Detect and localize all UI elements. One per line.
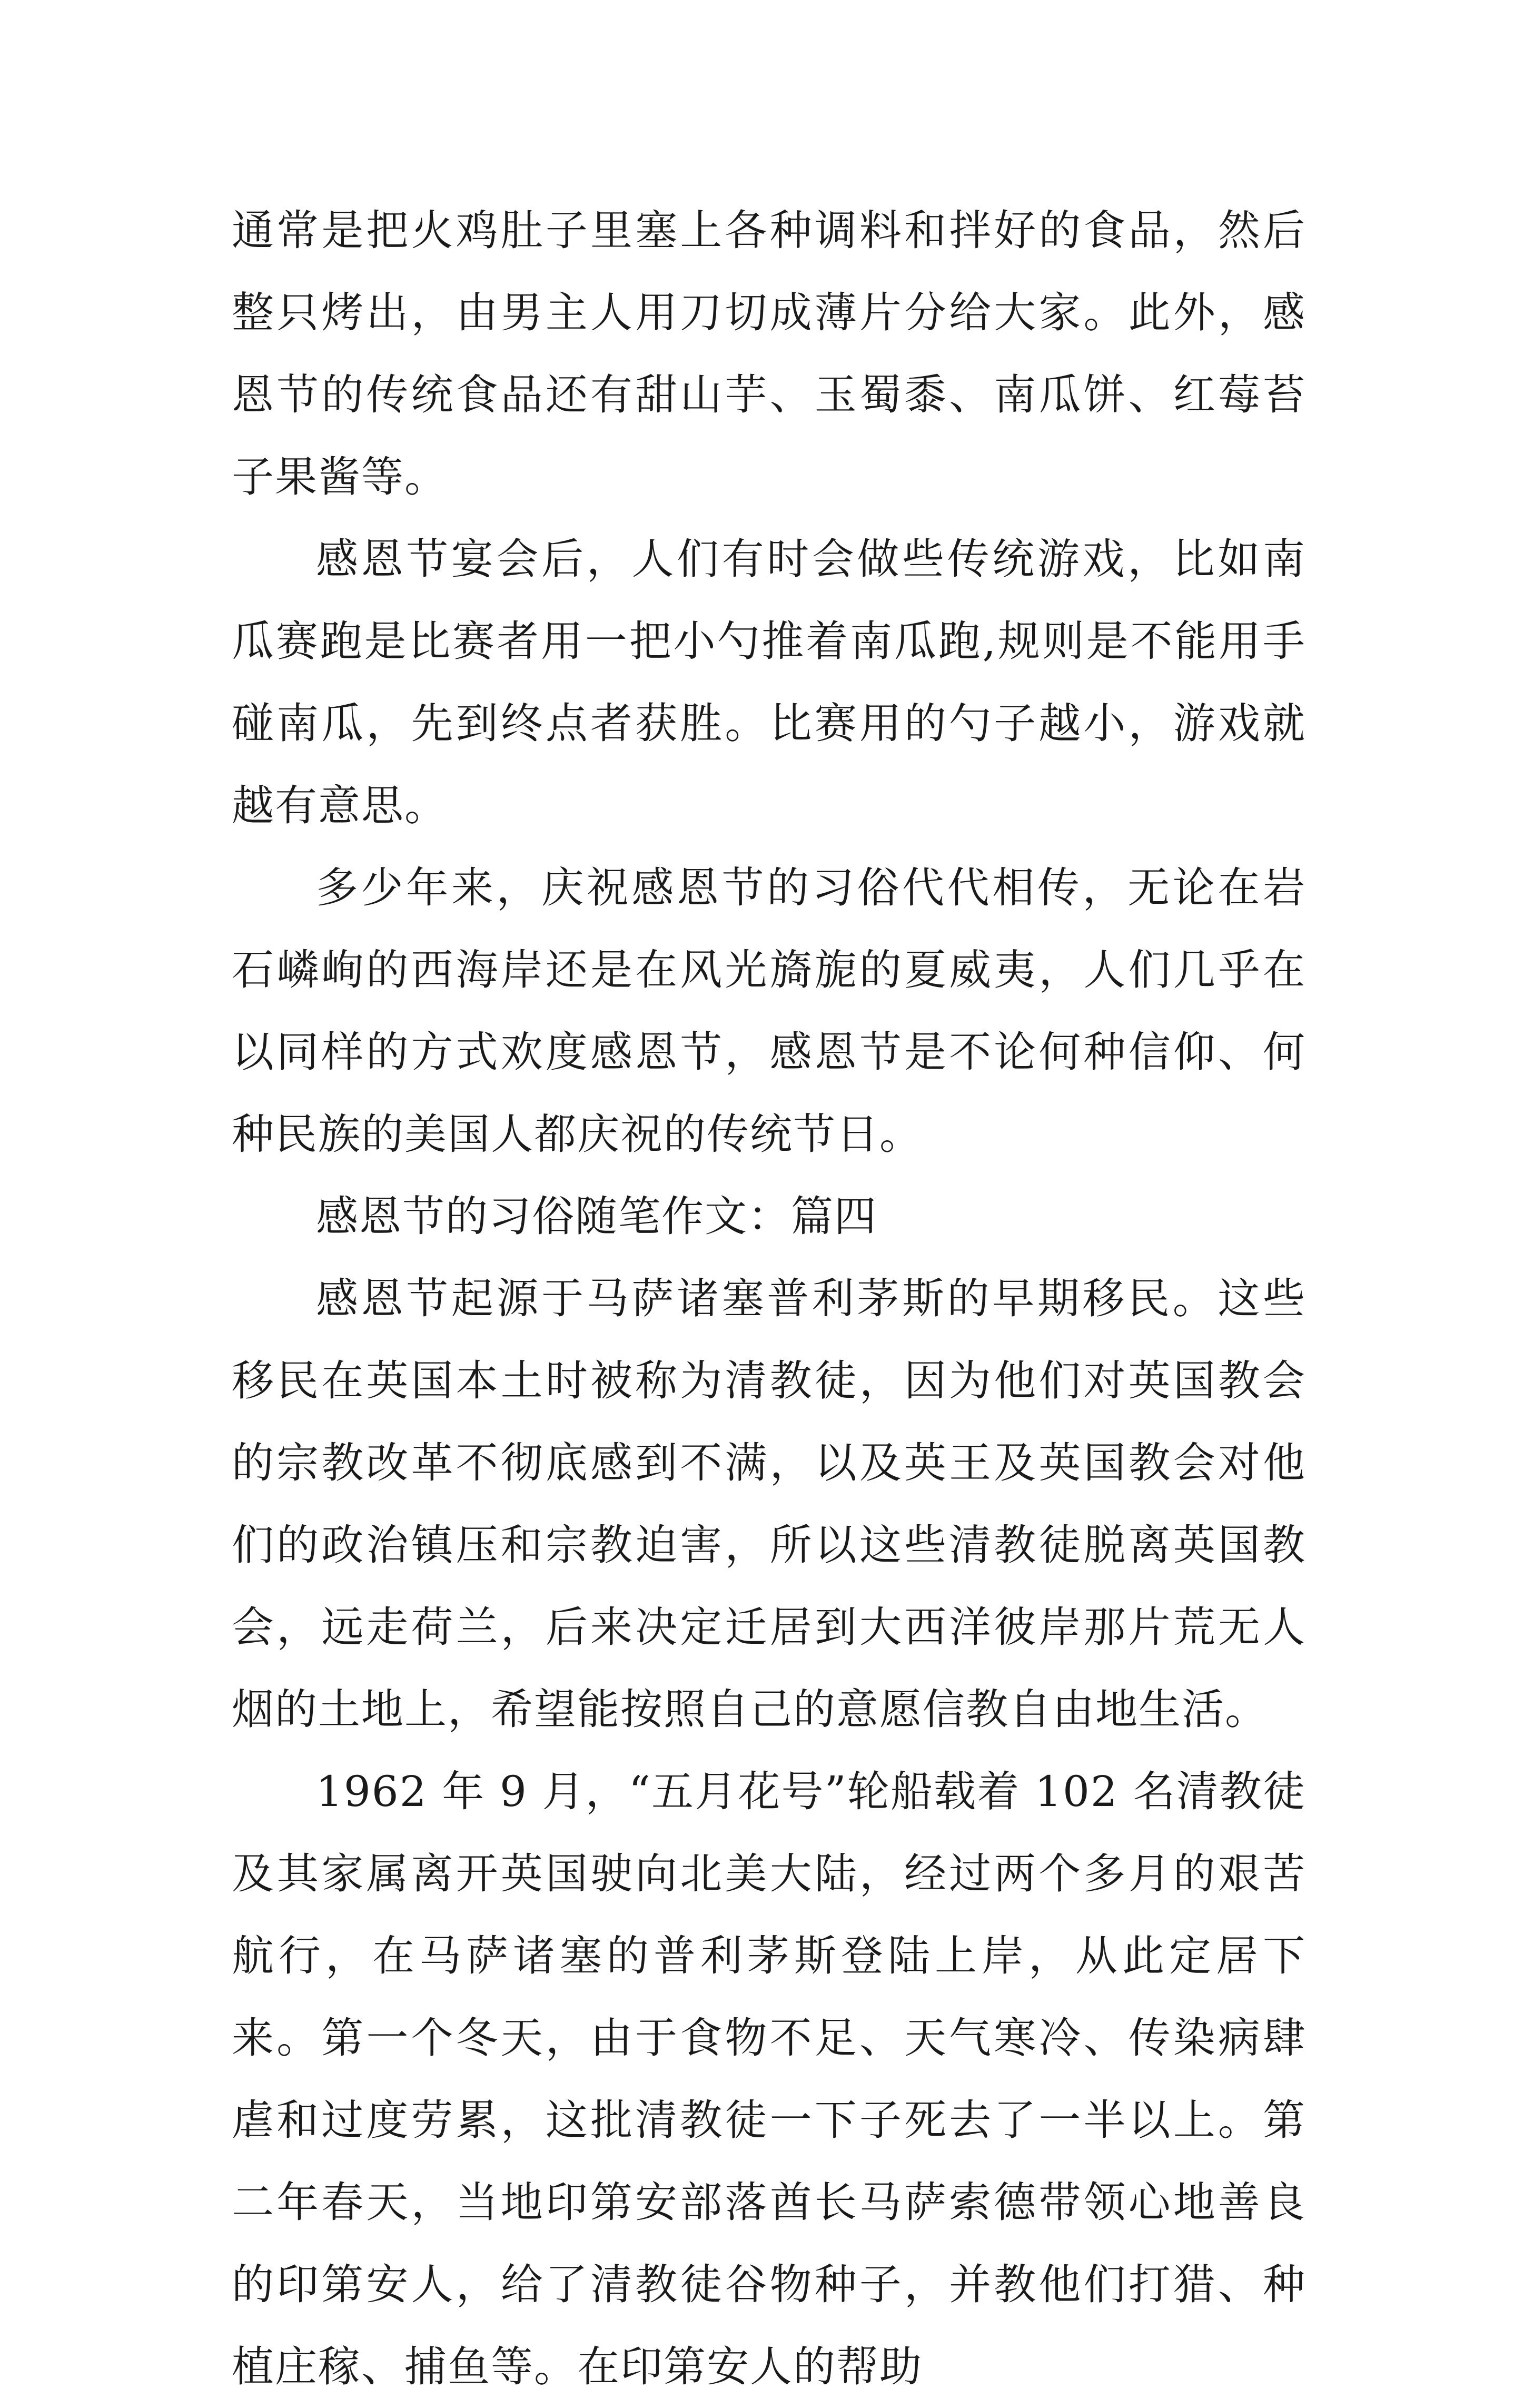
paragraph-5: 1962 年 9 月，“五月花号”轮船载着 102 名清教徒及其家属离开英国驶向北美大陆，经过两个多月的艰苦航行，在马萨诸塞的普利茅斯登陆上岸，从此定居下来。第一个冬天，由于食物不足、天气寒冷、传染病肆虐和过度劳累，这批清教徒一下子死去了一半以上。第二年春天，当地印第安部落酋长马萨索德带领心地善良的印第安人，给了清教徒谷物种子，并教他们打猎、种植庄稼、捕鱼等。在印第安人的帮助 (232, 1767, 1306, 2391)
paragraph-1: 通常是把火鸡肚子里塞上各种调料和拌好的食品，然后整只烤出，由男主人用刀切成薄片分给大家。此外，感恩节的传统食品还有甜山芋、玉蜀黍、南瓜饼、红莓苔子果酱等。 (232, 206, 1306, 501)
paragraph-3: 多少年来，庆祝感恩节的习俗代代相传，无论在岩石嶙峋的西海岸还是在风光旖旎的夏威夷，人们几乎在以同样的方式欢度感恩节，感恩节是不论何种信仰、何种民族的美国人都庆祝的传统节日。 (232, 863, 1306, 1159)
paragraph-2: 感恩节宴会后，人们有时会做些传统游戏，比如南瓜赛跑是比赛者用一把小勺推着南瓜跑,规则是不能用手碰南瓜，先到终点者获胜。比赛用的勺子越小，游戏就越有意思。 (232, 535, 1306, 830)
paragraph-4: 感恩节起源于马萨诸塞普利茅斯的早期移民。这些移民在英国本土时被称为清教徒，因为他们对英国教会的宗教改革不彻底感到不满，以及英王及英国教会对他们的政治镇压和宗教迫害，所以这些清教徒脱离英国教会，远走荷兰，后来决定迁居到大西洋彼岸那片荒无人烟的土地上，希望能按照自己的意愿信教自由地生活。 (232, 1274, 1306, 1734)
section-heading: 感恩节的习俗随笔作文：篇四 (316, 1192, 877, 1241)
document-body (232, 190, 1306, 2408)
